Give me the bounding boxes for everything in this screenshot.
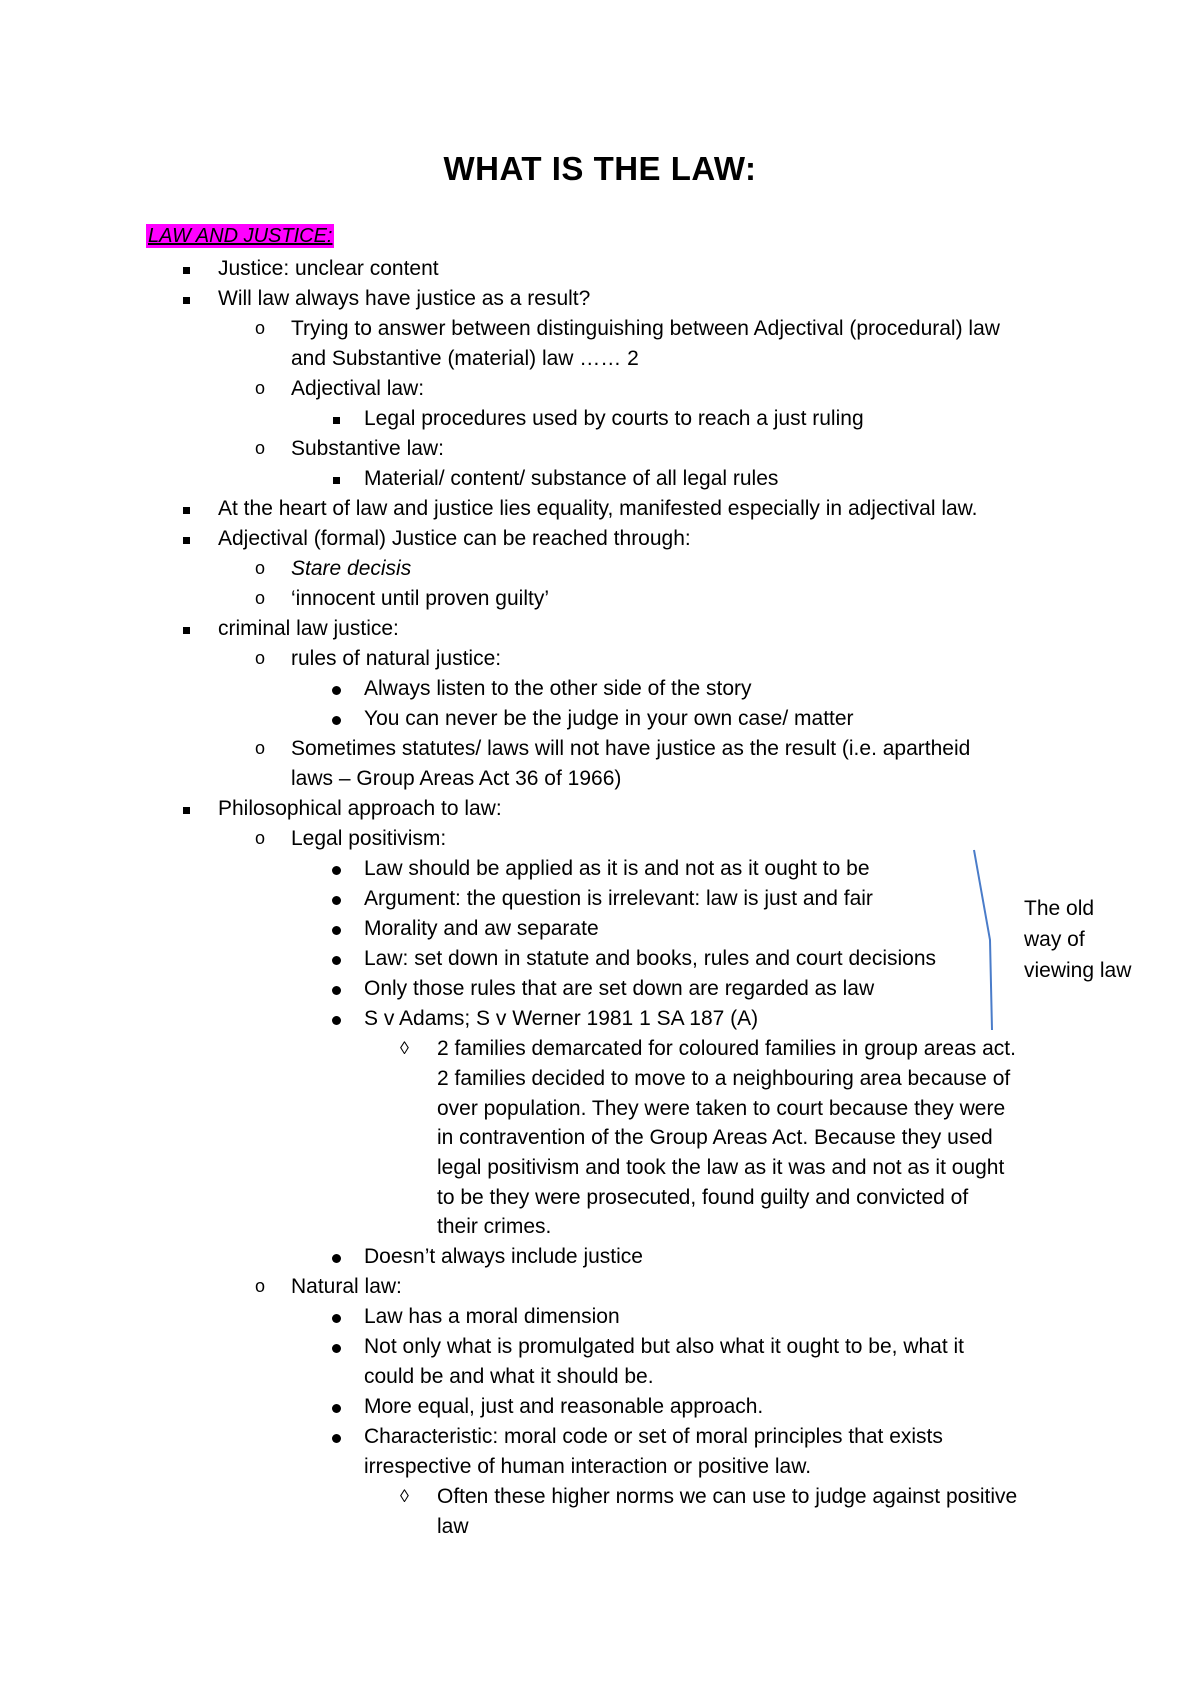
dot-bullet-icon — [332, 855, 341, 883]
bullet-text-continued: laws – Group Areas Act 36 of 1966) — [291, 767, 622, 790]
bullet-text: Law: set down in statute and books, rules and court decisions — [364, 947, 937, 970]
bullet-text: Characteristic: moral code or set of moral principles that exists — [364, 1425, 943, 1448]
circle-bullet-icon: o — [255, 558, 266, 578]
diamond-bullet-icon: ◊ — [400, 1486, 409, 1506]
dot-bullet-icon — [332, 1423, 341, 1451]
dot-bullet-icon — [332, 1333, 341, 1361]
dot-bullet-icon — [332, 705, 341, 733]
bullet-text-continued: legal positivism and took the law as it was and not as it ought — [437, 1156, 1005, 1179]
brace-bracket-icon — [970, 848, 1000, 1033]
bullet-text: Law has a moral dimension — [364, 1305, 620, 1328]
side-annotation — [1024, 893, 1131, 986]
side-annotation-line: way of — [1024, 928, 1085, 951]
bullet-text-continued: in contravention of the Group Areas Act. Because they used — [437, 1126, 993, 1149]
bullet-text: Legal positivism: — [291, 827, 447, 850]
circle-bullet-icon: o — [255, 588, 266, 608]
circle-bullet-icon: o — [255, 738, 266, 758]
bullet-text: Not only what is promulgated but also what it ought to be, what it — [364, 1335, 965, 1358]
dot-bullet-icon — [332, 945, 341, 973]
bullet-text: Argument: the question is irrelevant: law is just and fair — [364, 887, 873, 910]
dot-bullet-icon — [332, 1393, 341, 1421]
square-bullet-icon — [183, 284, 190, 312]
square-bullet-icon — [333, 404, 340, 432]
bullet-text: Legal procedures used by courts to reach a just ruling — [364, 407, 864, 430]
bullet-text: Justice: unclear content — [218, 257, 439, 280]
dot-bullet-icon — [332, 1243, 341, 1271]
bullet-text: Adjectival (formal) Justice can be reached through: — [218, 527, 691, 550]
bullet-text: Will law always have justice as a result? — [218, 287, 591, 310]
circle-bullet-icon: o — [255, 828, 266, 848]
bullet-text-continued: 2 families decided to move to a neighbouring area because of — [437, 1067, 1011, 1090]
circle-bullet-icon: o — [255, 1276, 266, 1296]
bullet-text: You can never be the judge in your own case/ matter — [364, 707, 854, 730]
bullet-text-continued: law — [437, 1515, 469, 1538]
bullet-text: Stare decisis — [291, 557, 412, 580]
circle-bullet-icon: o — [255, 378, 266, 398]
bullet-text: At the heart of law and justice lies equality, manifested especially in adjectival law. — [218, 497, 978, 520]
square-bullet-icon — [333, 464, 340, 492]
square-bullet-icon — [183, 794, 190, 822]
bullet-text-continued: irrespective of human interaction or positive law. — [364, 1455, 812, 1478]
side-annotation-line: The old — [1024, 897, 1095, 920]
bullet-text: Always listen to the other side of the story — [364, 677, 752, 700]
diamond-bullet-icon: ◊ — [400, 1038, 409, 1058]
dot-bullet-icon — [332, 1303, 341, 1331]
bullet-text: Often these higher norms we can use to judge against positive — [437, 1485, 1018, 1508]
bullet-text: Doesn’t always include justice — [364, 1245, 643, 1268]
bullet-text: Trying to answer between distinguishing between Adjectival (procedural) law — [291, 317, 1000, 340]
bullet-text: Philosophical approach to law: — [218, 797, 502, 820]
bullet-text: rules of natural justice: — [291, 647, 502, 670]
bullet-text-continued: to be they were prosecuted, found guilty and convicted of — [437, 1186, 969, 1209]
square-bullet-icon — [183, 254, 190, 282]
bullet-text: Only those rules that are set down are regarded as law — [364, 977, 875, 1000]
square-bullet-icon — [183, 614, 190, 642]
bullet-text: Law should be applied as it is and not as it ought to be — [364, 857, 870, 880]
bullet-text: Morality and aw separate — [364, 917, 599, 940]
circle-bullet-icon: o — [255, 318, 266, 338]
square-bullet-icon — [183, 524, 190, 552]
bullet-text: ‘innocent until proven guilty’ — [291, 587, 549, 610]
bullet-text: Sometimes statutes/ laws will not have justice as the result (i.e. apartheid — [291, 737, 971, 760]
bullet-text-continued: and Substantive (material) law …… 2 — [291, 347, 639, 370]
bullet-text: Substantive law: — [291, 437, 444, 460]
dot-bullet-icon — [332, 885, 341, 913]
page-title: WHAT IS THE LAW: — [443, 150, 757, 187]
section-heading: LAW AND JUSTICE: — [148, 225, 333, 247]
side-annotation-line: viewing law — [1024, 959, 1132, 982]
bullet-text: S v Adams; S v Werner 1981 1 SA 187 (A) — [364, 1007, 759, 1030]
dot-bullet-icon — [332, 675, 341, 703]
dot-bullet-icon — [332, 975, 341, 1003]
square-bullet-icon — [183, 494, 190, 522]
bullet-text: criminal law justice: — [218, 617, 399, 640]
bullet-text: Material/ content/ substance of all legal rules — [364, 467, 779, 490]
dot-bullet-icon — [332, 1005, 341, 1033]
bullet-text: More equal, just and reasonable approach. — [364, 1395, 764, 1418]
circle-bullet-icon: o — [255, 648, 266, 668]
dot-bullet-icon — [332, 915, 341, 943]
bullet-text-continued: their crimes. — [437, 1215, 552, 1238]
bullet-text: 2 families demarcated for coloured families in group areas act. — [437, 1037, 1016, 1060]
bullet-text-continued: could be and what it should be. — [364, 1365, 654, 1388]
bullet-text: Natural law: — [291, 1275, 402, 1298]
circle-bullet-icon: o — [255, 438, 266, 458]
bullet-text: Adjectival law: — [291, 377, 425, 400]
bullet-text-continued: over population. They were taken to court because they were — [437, 1097, 1006, 1120]
